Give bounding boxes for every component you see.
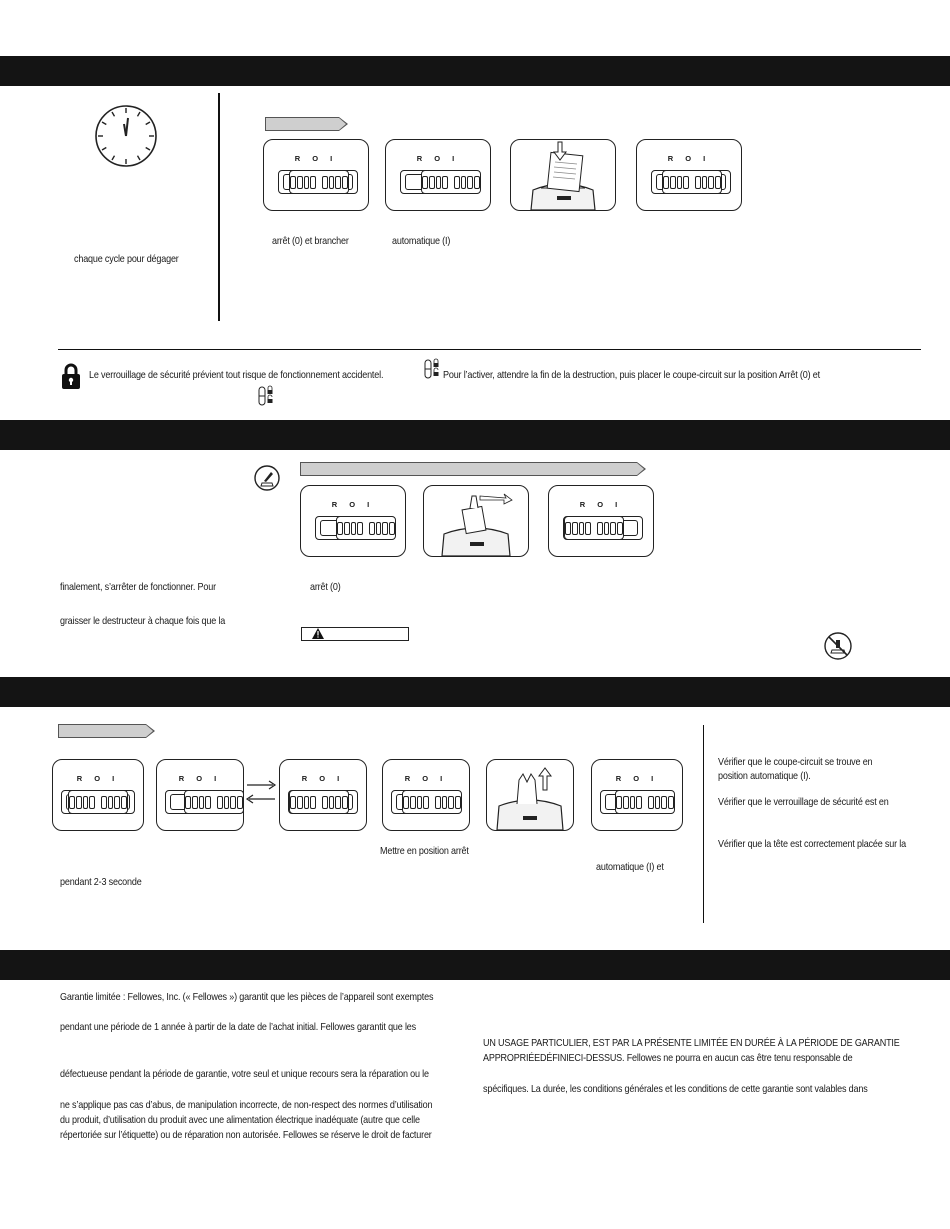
warranty-right-line-1: UN USAGE PARTICULIER, EST PAR LA PRÉSENTE LIMITÉE EN DURÉE À LA PÉRIODE DE GARANTIE bbox=[483, 1037, 900, 1049]
warranty-left-line-5: du produit, d’utilisation du produit avec une alimentation électrique inadéquate (autre que celle bbox=[60, 1114, 420, 1126]
warranty-right-line-2: APPROPRIÉEDÉFINIECI-DESSUS. Fellowes ne pourra en aucun cas être tenu responsable de bbox=[483, 1052, 853, 1064]
step2-caption: automatique (I) bbox=[392, 235, 451, 247]
lock-switch-icon bbox=[424, 357, 440, 381]
switch-illustration-1: R O I bbox=[263, 139, 369, 211]
divider-line bbox=[58, 349, 921, 350]
warranty-right-line-3: spécifiques. La durée, les conditions générales et les conditions de cette garantie sont valables dans bbox=[483, 1083, 868, 1095]
check-line-1: Vérifier que le coupe-circuit se trouve en bbox=[718, 756, 873, 768]
maintenance-text-2: graisser le destructeur à chaque fois que la bbox=[60, 615, 226, 627]
padlock-icon bbox=[61, 362, 81, 390]
troubleshoot-switch-5: R O I bbox=[591, 759, 683, 831]
maintenance-text-1: finalement, s’arrêter de fonctionner. Pour bbox=[60, 581, 216, 593]
sequence-arrow bbox=[265, 117, 339, 131]
shredder-paper-feed-illustration bbox=[510, 139, 616, 211]
check-line-3: Vérifier que le verrouillage de sécurité est en bbox=[718, 796, 889, 808]
safety-lock-text-2: Pour l’activer, attendre la fin de la destruction, puis placer le coupe-circuit sur la position Arrêt (0) et bbox=[443, 369, 820, 381]
troubleshoot-divider bbox=[703, 725, 704, 923]
troubleshoot-switch-3: R O I bbox=[279, 759, 367, 831]
maintenance-switch-2: R O I bbox=[548, 485, 654, 557]
troubleshoot-switch-4: R O I bbox=[382, 759, 470, 831]
troubleshoot-switch-1: R O I bbox=[52, 759, 144, 831]
warranty-left-line-3: défectueuse pendant la période de garantie, votre seul et unique recours sera la réparation ou le bbox=[60, 1068, 429, 1080]
warranty-left-line-4: ne s’applique pas cas d’abus, de manipulation incorrecte, de non-respect des normes d’utilisation bbox=[60, 1099, 433, 1111]
timer-caption: chaque cycle pour dégager bbox=[74, 253, 179, 265]
section-header-bar-troubleshoot bbox=[0, 677, 950, 707]
maintenance-step1-caption: arrêt (0) bbox=[310, 581, 341, 593]
maintenance-switch-1: R O I bbox=[300, 485, 406, 557]
safety-lock-text: Le verrouillage de sécurité prévient tout risque de fonctionnement accidentel. bbox=[89, 369, 384, 381]
no-aerosol-icon bbox=[824, 632, 852, 660]
warranty-left-line-1: Garantie limitée : Fellowes, Inc. (« Fellowes ») garantit que les pièces de l’appareil sont exemptes bbox=[60, 991, 434, 1003]
switch-illustration-2: R O I bbox=[385, 139, 491, 211]
shredder-remove-paper-illustration bbox=[486, 759, 574, 831]
maintenance-sequence-arrow bbox=[300, 462, 637, 476]
shredder-oil-illustration bbox=[423, 485, 529, 557]
step1-caption: arrêt (0) et brancher bbox=[272, 235, 349, 247]
troubleshoot-caption-b: automatique (I) et bbox=[596, 861, 664, 873]
timer-clock-icon bbox=[94, 104, 158, 168]
section-header-bar-maintenance bbox=[0, 420, 950, 450]
warning-box bbox=[301, 627, 409, 641]
warranty-left-line-2: pendant une période de 1 année à partir de la date de l’achat initial. Fellowes garantit que les bbox=[60, 1021, 416, 1033]
warranty-left-line-6: répertoriée sur l’étiquette) ou de réparation non autorisée. Fellowes se réserve le droit de facturer bbox=[60, 1129, 432, 1141]
section-header-bar-warranty bbox=[0, 950, 950, 980]
reverse-arrows-icon bbox=[245, 780, 277, 804]
column-divider bbox=[218, 93, 220, 321]
check-line-4: Vérifier que la tête est correctement placée sur la bbox=[718, 838, 906, 850]
section-header-bar-operation bbox=[0, 56, 950, 86]
troubleshoot-switch-2: R O I bbox=[156, 759, 244, 831]
troubleshoot-left-caption: pendant 2-3 seconde bbox=[60, 876, 142, 888]
check-line-2: position automatique (I). bbox=[718, 770, 811, 782]
lock-switch-icon-2 bbox=[258, 384, 274, 408]
warning-triangle-icon bbox=[312, 628, 324, 639]
switch-illustration-3: R O I bbox=[636, 139, 742, 211]
troubleshoot-sequence-arrow bbox=[58, 724, 146, 738]
oil-lubricate-icon bbox=[254, 465, 280, 491]
troubleshoot-caption-a: Mettre en position arrêt bbox=[380, 845, 469, 857]
